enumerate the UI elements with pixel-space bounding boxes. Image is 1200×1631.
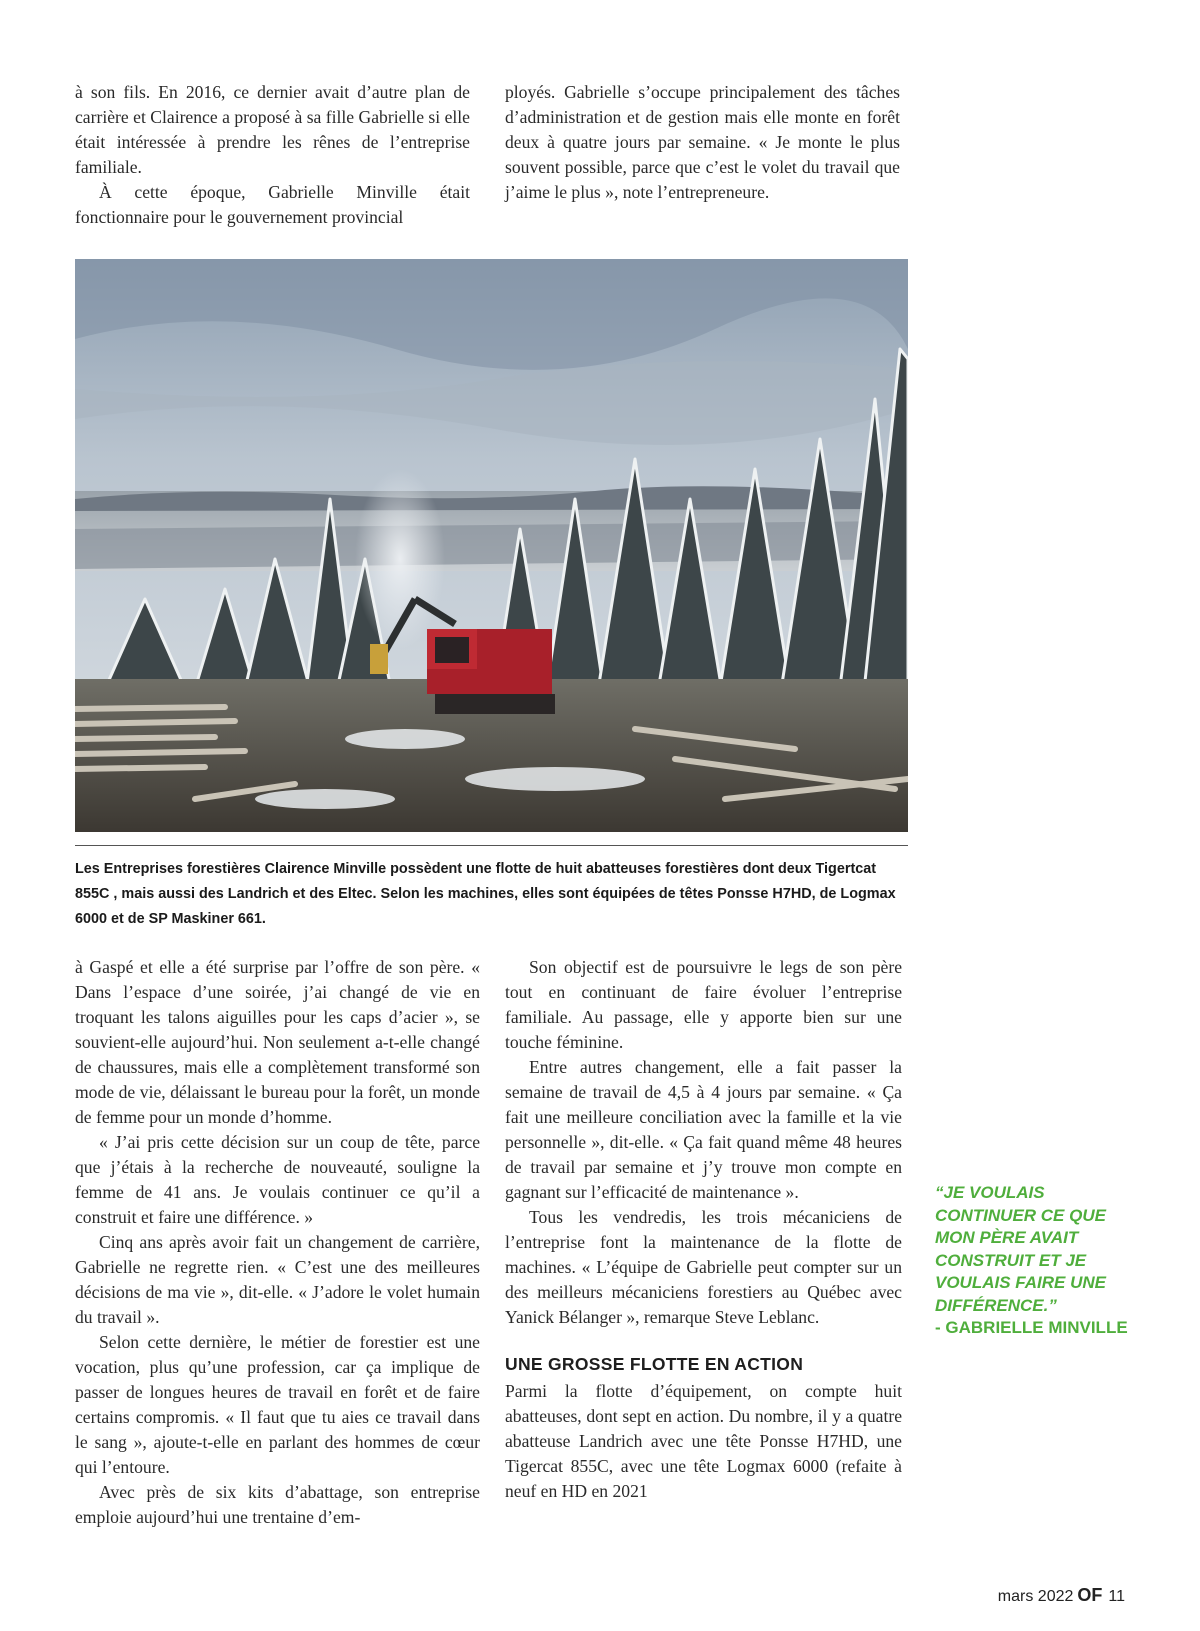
pull-quote-line: “JE VOULAIS <box>935 1183 1045 1202</box>
forestry-harvester-photo <box>75 259 908 832</box>
pull-quote-line: DIFFÉRENCE.” <box>935 1295 1057 1315</box>
section-subheading: UNE GROSSE FLOTTE EN ACTION <box>505 1354 804 1374</box>
column-top-left <box>75 80 470 230</box>
column-bottom-left <box>75 955 480 1530</box>
photo-caption: Les Entreprises forestières Clairence Minville possèdent une flotte de huit abatteuses forestières dont deux Tigertcat 855C , mais aussi des Landrich et des Eltec. Selon les machines, elles sont équipées de têtes Ponsse H7HD, de Logmax 6000 et de SP Maskiner 661. <box>75 861 896 927</box>
pull-quote-line: CONTINUER CE QUE <box>935 1205 1106 1225</box>
pull-quote-attribution: - GABRIELLE MINVILLE <box>935 1318 1128 1337</box>
magazine-logo: OF <box>1077 1585 1103 1605</box>
issue-date: mars 2022 <box>997 1588 1074 1605</box>
page-folio <box>998 1585 1125 1606</box>
paragraph: Son objectif est de poursuivre le legs de son père tout en continuant de faire évoluer l’entreprise familiale. Au passage, elle y apporte bien sur une touche féminine. <box>505 957 902 1052</box>
column-bottom-right <box>505 955 902 1504</box>
paragraph: Entre autres changement, elle a fait passer la semaine de travail de 4,5 à 4 jours par semaine. « Ça fait une meilleure conciliation avec la famille et la vie personnelle », dit-elle. « Ça fait quand même 48 heures de travail par semaine et j’y trouve mon compte en gagnant sur l’efficacité de maintenance ». <box>505 1057 902 1202</box>
paragraph: Parmi la flotte d’équipement, on compte huit abatteuses, dont sept en action. Du nombre, il y a quatre abatteuse Landrich avec une tête Ponsse H7HD, une Tigercat 855C, avec une tête Logmax 6000 (refaite à neuf en HD en 2021 <box>505 1381 902 1501</box>
paragraph: Avec près de six kits d’abattage, son entreprise emploie aujourd’hui une trentaine d’em- <box>75 1482 480 1527</box>
caption-divider <box>75 845 908 846</box>
paragraph: À cette époque, Gabrielle Minville était fonctionnaire pour le gouvernement provincial <box>75 182 470 227</box>
paragraph: Selon cette dernière, le métier de forestier est une vocation, plus qu’une profession, car ça implique de passer de longues heures de travail en forêt et de faire certains compromis. « Il faut que tu aies ce travail dans le sang », ajoute-t-elle en parlant des hommes de cœur qui l’entoure. <box>75 1332 480 1477</box>
pull-quote-line: MON PÈRE AVAIT <box>935 1228 1079 1247</box>
pull-quote <box>935 1182 1150 1340</box>
paragraph: Cinq ans après avoir fait un changement de carrière, Gabrielle ne regrette rien. « C’est une des meilleures décisions de ma vie », dit-elle. « J’adore le volet humain du travail ». <box>75 1232 480 1327</box>
paragraph: à Gaspé et elle a été surprise par l’offre de son père. « Dans l’espace d’une soirée, j’ai changé de vie en troquant les talons aiguilles pour les caps d’acier », se souvient-elle aujourd’hui. Non seulement a-t-elle changé de chaussures, mais elle a complètement transformé son mode de vie, délaissant le bureau pour la forêt, un monde de femme pour un monde d’homme. <box>75 957 480 1127</box>
page-number: 11 <box>1108 1588 1125 1605</box>
paragraph: à son fils. En 2016, ce dernier avait d’autre plan de carrière et Clairence a proposé à sa fille Gabrielle si elle était intéressée à prendre les rênes de l’entreprise familiale. <box>75 82 470 177</box>
column-top-right <box>505 80 900 205</box>
paragraph: Tous les vendredis, les trois mécaniciens de l’entreprise font la maintenance de la flotte de machines. « L’équipe de Gabrielle peut compter sur un des meilleurs mécaniciens forestiers au Québec avec Yanick Bélanger », remarque Steve Leblanc. <box>505 1207 902 1327</box>
paragraph: « J’ai pris cette décision sur un coup de tête, parce que j’étais à la recherche de nouveauté, souligne la femme de 41 ans. Je voulais continuer ce qu’il a construit et faire une différence. » <box>75 1132 480 1227</box>
pull-quote-line: CONSTRUIT ET JE <box>935 1250 1087 1270</box>
pull-quote-line: VOULAIS FAIRE UNE <box>935 1273 1106 1292</box>
paragraph: ployés. Gabrielle s’occupe principalement des tâches d’administration et de gestion mais elle monte en forêt deux à quatre jours par semaine. « Je monte le plus souvent possible, parce que c’est le volet du travail que j’aime le plus », note l’entrepreneure. <box>505 82 900 202</box>
